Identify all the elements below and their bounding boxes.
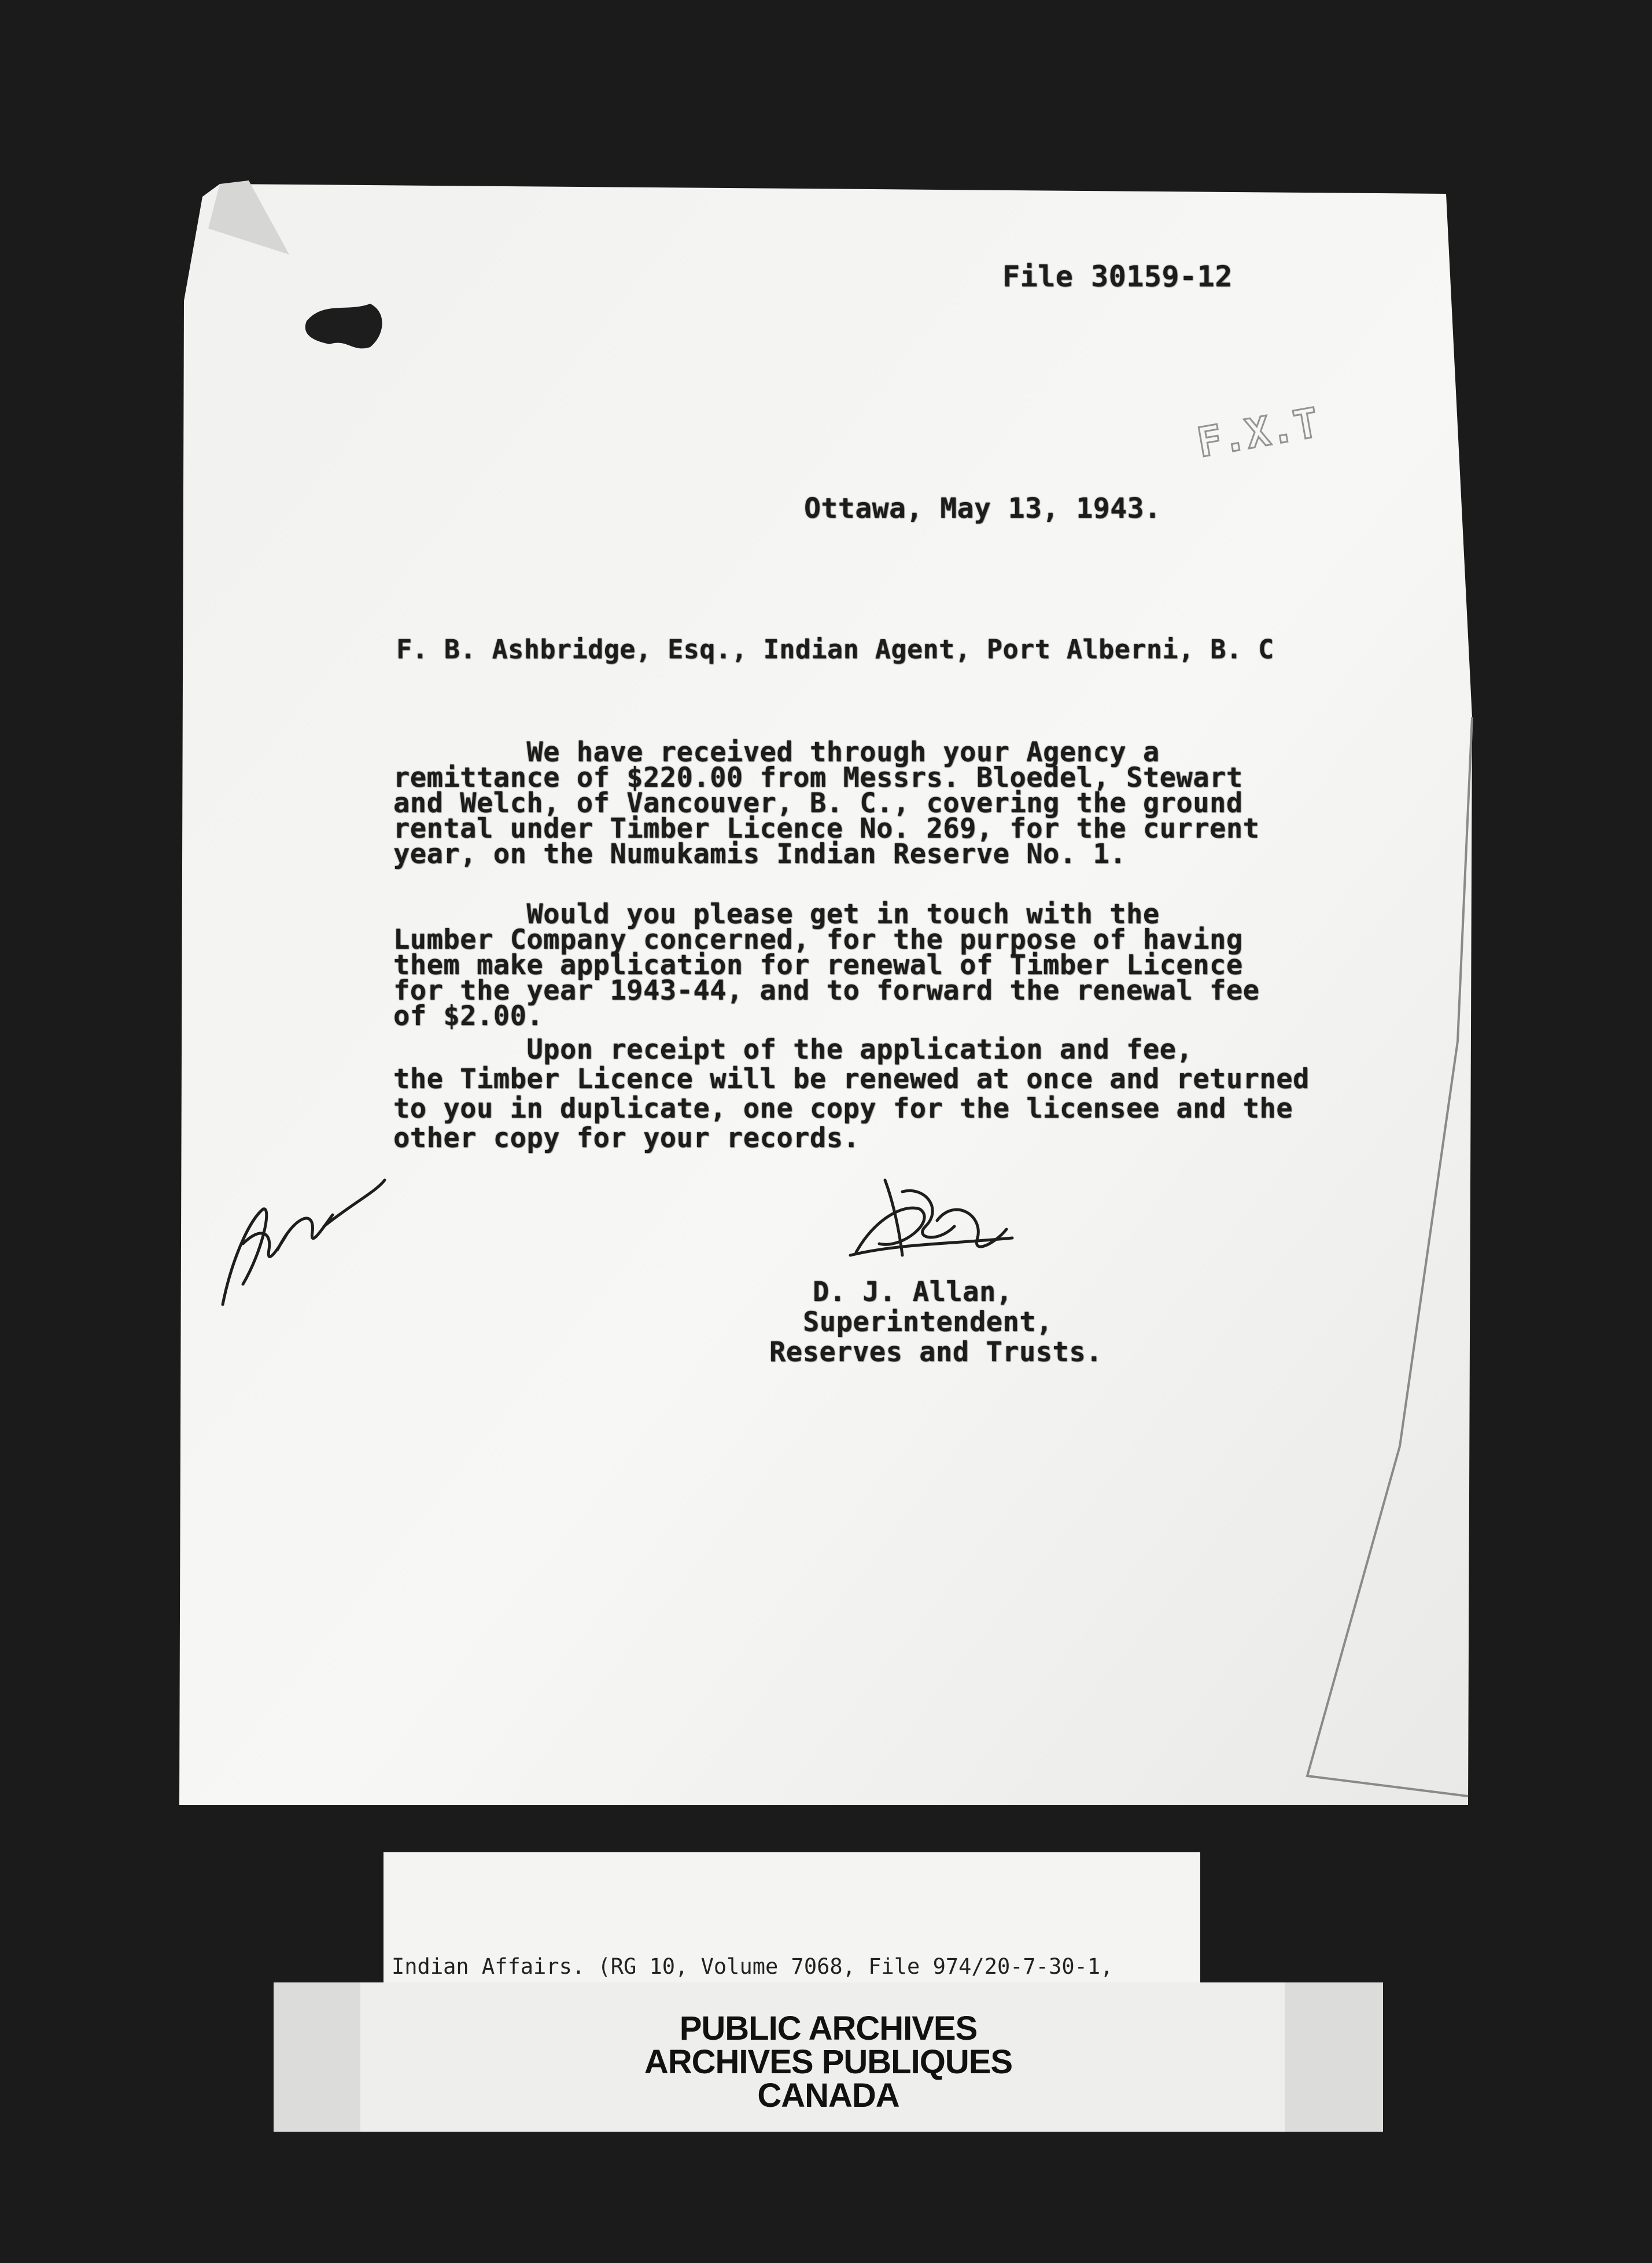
paragraph-line: rental under Timber Licence No. 269, for the current (393, 813, 1260, 845)
paragraph-line: and Welch, of Vancouver, B. C., covering the ground (393, 787, 1243, 819)
paragraph-line: year, on the Numukamis Indian Reserve No. 1. (393, 838, 1127, 870)
paragraph-line: Upon receipt of the application and fee, (393, 1034, 1193, 1066)
paragraph-line: We have received through your Agency a (393, 736, 1160, 768)
paragraph-line: other copy for your records. (393, 1122, 860, 1154)
caption-line: Indian Affairs. (RG 10, Volume 7068, File 974/20-7-30-1, (392, 1954, 1113, 1979)
paragraph-line: Would you please get in touch with the (393, 898, 1160, 930)
addressee-line: F. B. Ashbridge, Esq., Indian Agent, Port Alberni, B. C (396, 634, 1274, 665)
stamp-mark-text: F.X.T (1193, 399, 1322, 467)
paragraph-line: the Timber Licence will be renewed at once and returned (393, 1063, 1310, 1095)
signatory-title: Superintendent, (803, 1306, 1053, 1338)
archive-label-line: CANADA (757, 2077, 899, 2114)
archive-label-line: PUBLIC ARCHIVES (679, 2010, 978, 2047)
paragraph-line: remittance of $220.00 from Messrs. Bloedel, Stewart (393, 762, 1243, 794)
paragraph-line: for the year 1943-44, and to forward the renewal fee (393, 975, 1260, 1007)
paragraph-line: them make application for renewal of Timber Licence (393, 949, 1243, 981)
file-reference: File 30159-12 (1002, 260, 1233, 293)
paragraph-line: to you in duplicate, one copy for the licensee and the (393, 1093, 1293, 1125)
archive-label-line: ARCHIVES PUBLIQUES (644, 2043, 1013, 2081)
paragraph-line: Lumber Company concerned, for the purpose of having (393, 924, 1243, 956)
paragraph-line: of $2.00. (393, 1000, 544, 1032)
signatory-name: D. J. Allan, (813, 1276, 1013, 1308)
date-line: Ottawa, May 13, 1943. (804, 492, 1161, 525)
signatory-department: Reserves and Trusts. (769, 1336, 1102, 1368)
